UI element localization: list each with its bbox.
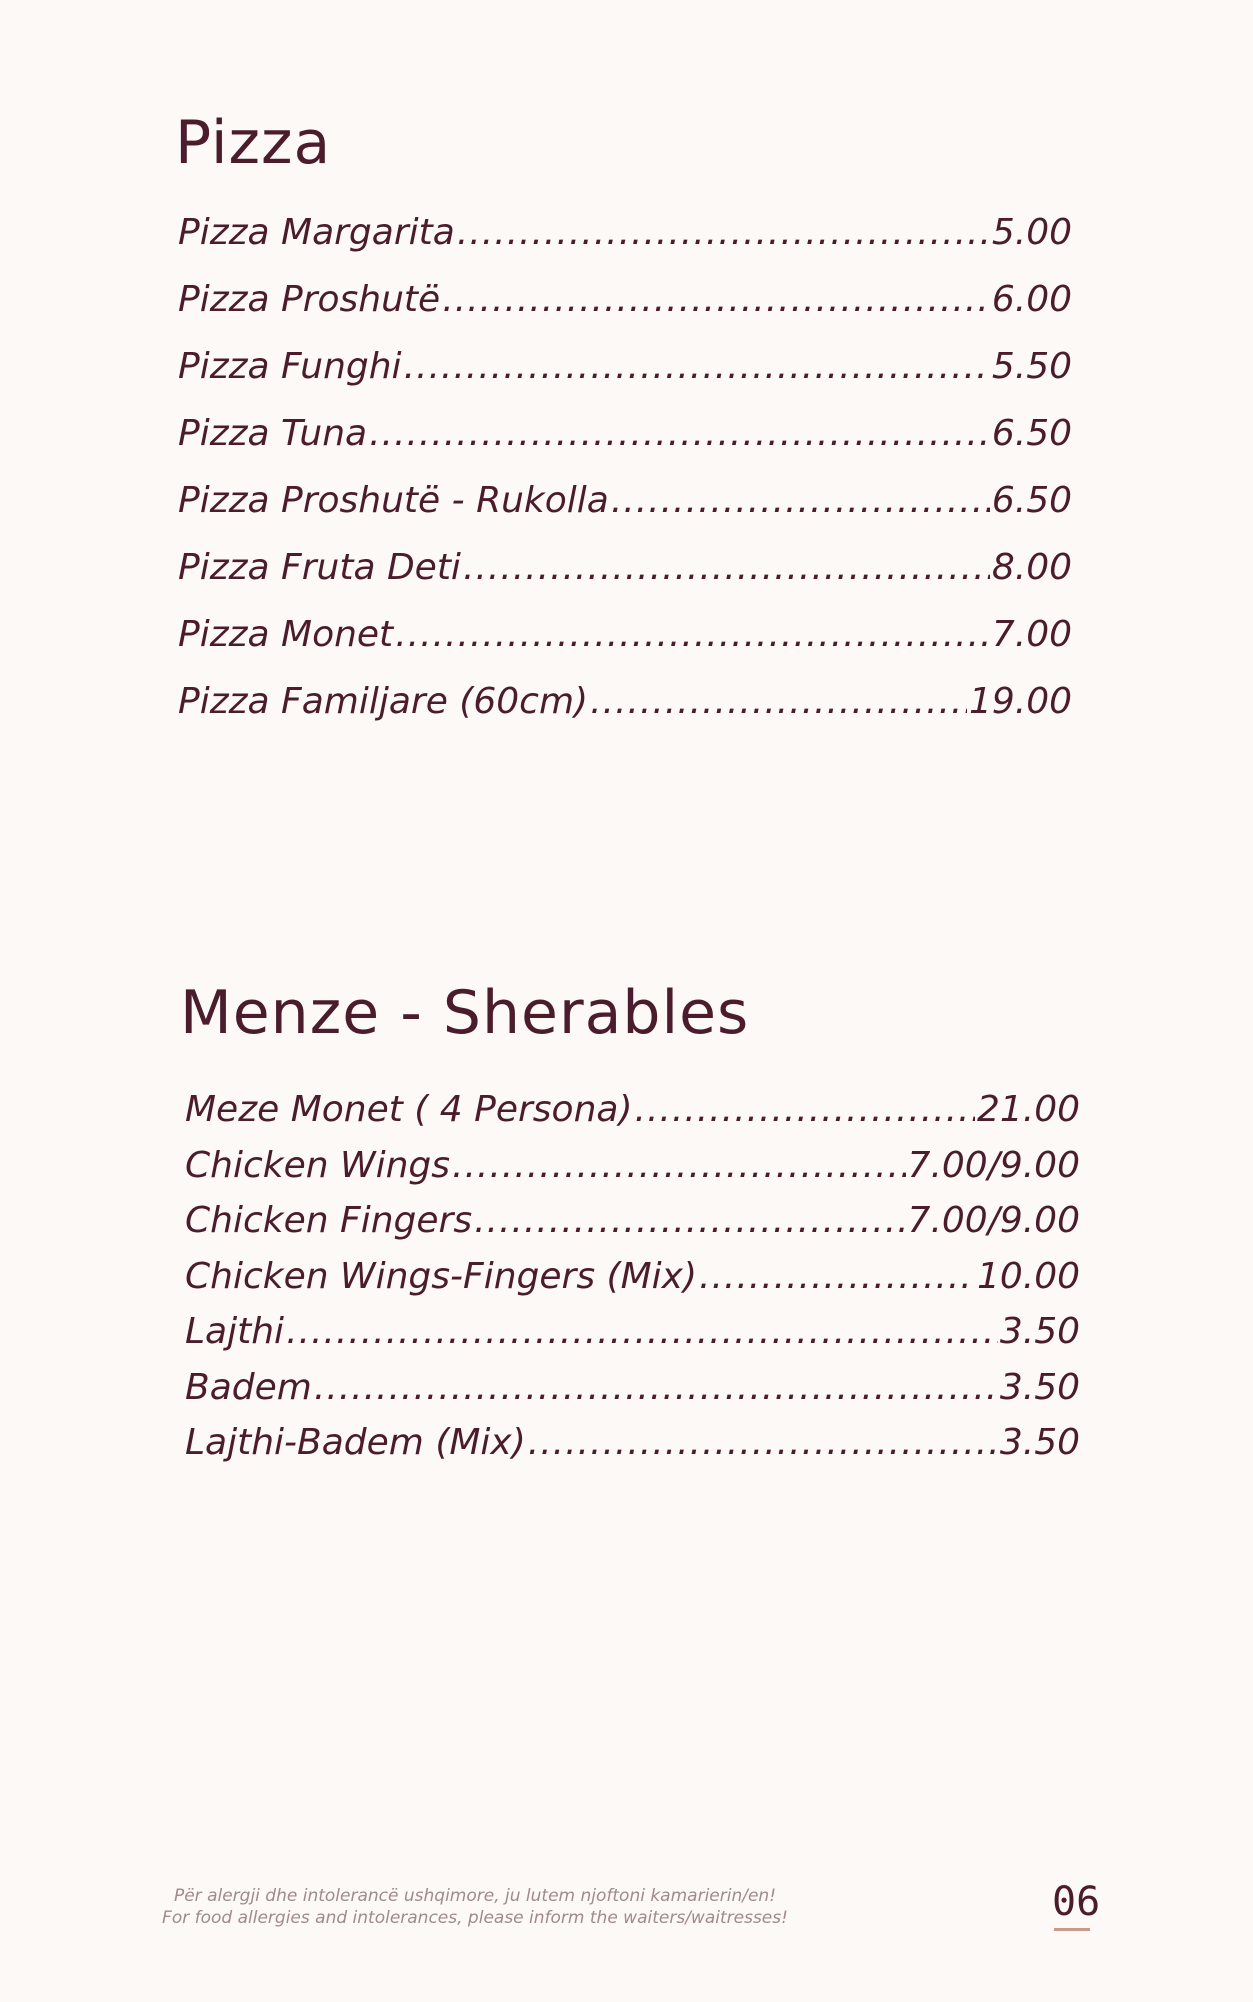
dot-leader [457, 208, 990, 258]
menu-item-price: 5.00 [991, 212, 1072, 253]
dot-leader [463, 543, 990, 593]
dot-leader [404, 342, 990, 392]
menu-item-name: Pizza Tuna [178, 413, 368, 454]
menu-item-name: Lajthi [185, 1311, 285, 1352]
menu-item-name: Chicken Fingers [185, 1200, 473, 1241]
menu-item [185, 1418, 1080, 1474]
menu-item-price: 5.50 [991, 346, 1072, 387]
menu-item-price: 6.00 [991, 279, 1072, 320]
menu-item [178, 610, 1072, 677]
menu-item-price: 7.00/9.00 [907, 1144, 1080, 1186]
dot-leader [314, 1363, 998, 1413]
menu-item-name: Lajthi-Badem (Mix) [185, 1422, 526, 1463]
menu-item-name: Pizza Proshutë - Rukolla [178, 480, 609, 521]
menu-item-price: 3.50 [999, 1422, 1080, 1463]
menu-item [185, 1252, 1080, 1308]
menu-item [185, 1085, 1080, 1141]
menu-item [185, 1141, 1080, 1197]
dot-leader [611, 476, 990, 526]
menu-item [178, 275, 1072, 342]
page-number-underline [1054, 1928, 1090, 1931]
menu-item-price: 8.00 [991, 547, 1072, 588]
dot-leader [369, 409, 990, 459]
dot-leader [699, 1252, 975, 1302]
menu-item-name: Chicken Wings-Fingers (Mix) [185, 1255, 697, 1297]
pizza-section-title: Pizza [175, 108, 332, 178]
menu-item [178, 342, 1072, 409]
menu-item [178, 409, 1072, 476]
menu-item-price: 7.00/9.00 [907, 1200, 1080, 1241]
dot-leader [395, 610, 990, 660]
menu-item-name: Chicken Wings [185, 1144, 451, 1186]
menu-item-price: 6.50 [991, 480, 1072, 521]
menu-item-price: 3.50 [999, 1366, 1080, 1408]
dot-leader [452, 1141, 906, 1191]
allergy-note [150, 1885, 800, 1929]
allergy-note-english: For food allergies and intolerances, please inform the waiters/waitresses! [162, 1908, 788, 1928]
menu-item-name: Pizza Familjare (60cm) [178, 681, 589, 722]
menu-item-price: 3.50 [999, 1311, 1080, 1352]
dot-leader [635, 1085, 975, 1135]
allergy-note-albanian: Për alergji dhe intolerancë ushqimore, ju lutem njoftoni kamarierin/en! [173, 1886, 777, 1906]
menu-item-price: 19.00 [968, 681, 1072, 722]
menu-item-price: 21.00 [976, 1089, 1080, 1130]
dot-leader [442, 275, 990, 325]
menu-item-price: 10.00 [976, 1255, 1080, 1297]
menu-item [178, 543, 1072, 610]
menu-item [185, 1307, 1080, 1363]
menu-item-name: Pizza Proshutë [178, 279, 441, 320]
dot-leader [590, 677, 967, 727]
menu-item-price: 6.50 [991, 413, 1072, 454]
menu-item [178, 677, 1072, 744]
menu-item-name: Pizza Funghi [178, 346, 402, 387]
menu-item-name: Meze Monet ( 4 Persona) [185, 1089, 633, 1130]
pizza-menu-list [178, 208, 1072, 744]
menu-item-name: Pizza Margarita [178, 212, 455, 253]
dot-leader [286, 1307, 998, 1357]
dot-leader [528, 1418, 998, 1468]
meze-section-title: Menze - Sherables [180, 978, 750, 1048]
menu-item-name: Pizza Monet [178, 614, 394, 655]
menu-item [178, 208, 1072, 275]
menu-item [178, 476, 1072, 543]
menu-item [185, 1363, 1080, 1419]
page-number: 06 [1052, 1879, 1101, 1925]
menu-item [185, 1196, 1080, 1252]
menu-item-price: 7.00 [991, 614, 1072, 655]
menu-item-name: Badem [185, 1366, 312, 1408]
dot-leader [474, 1196, 905, 1246]
menu-item-name: Pizza Fruta Deti [178, 547, 461, 588]
meze-menu-list [185, 1085, 1080, 1474]
